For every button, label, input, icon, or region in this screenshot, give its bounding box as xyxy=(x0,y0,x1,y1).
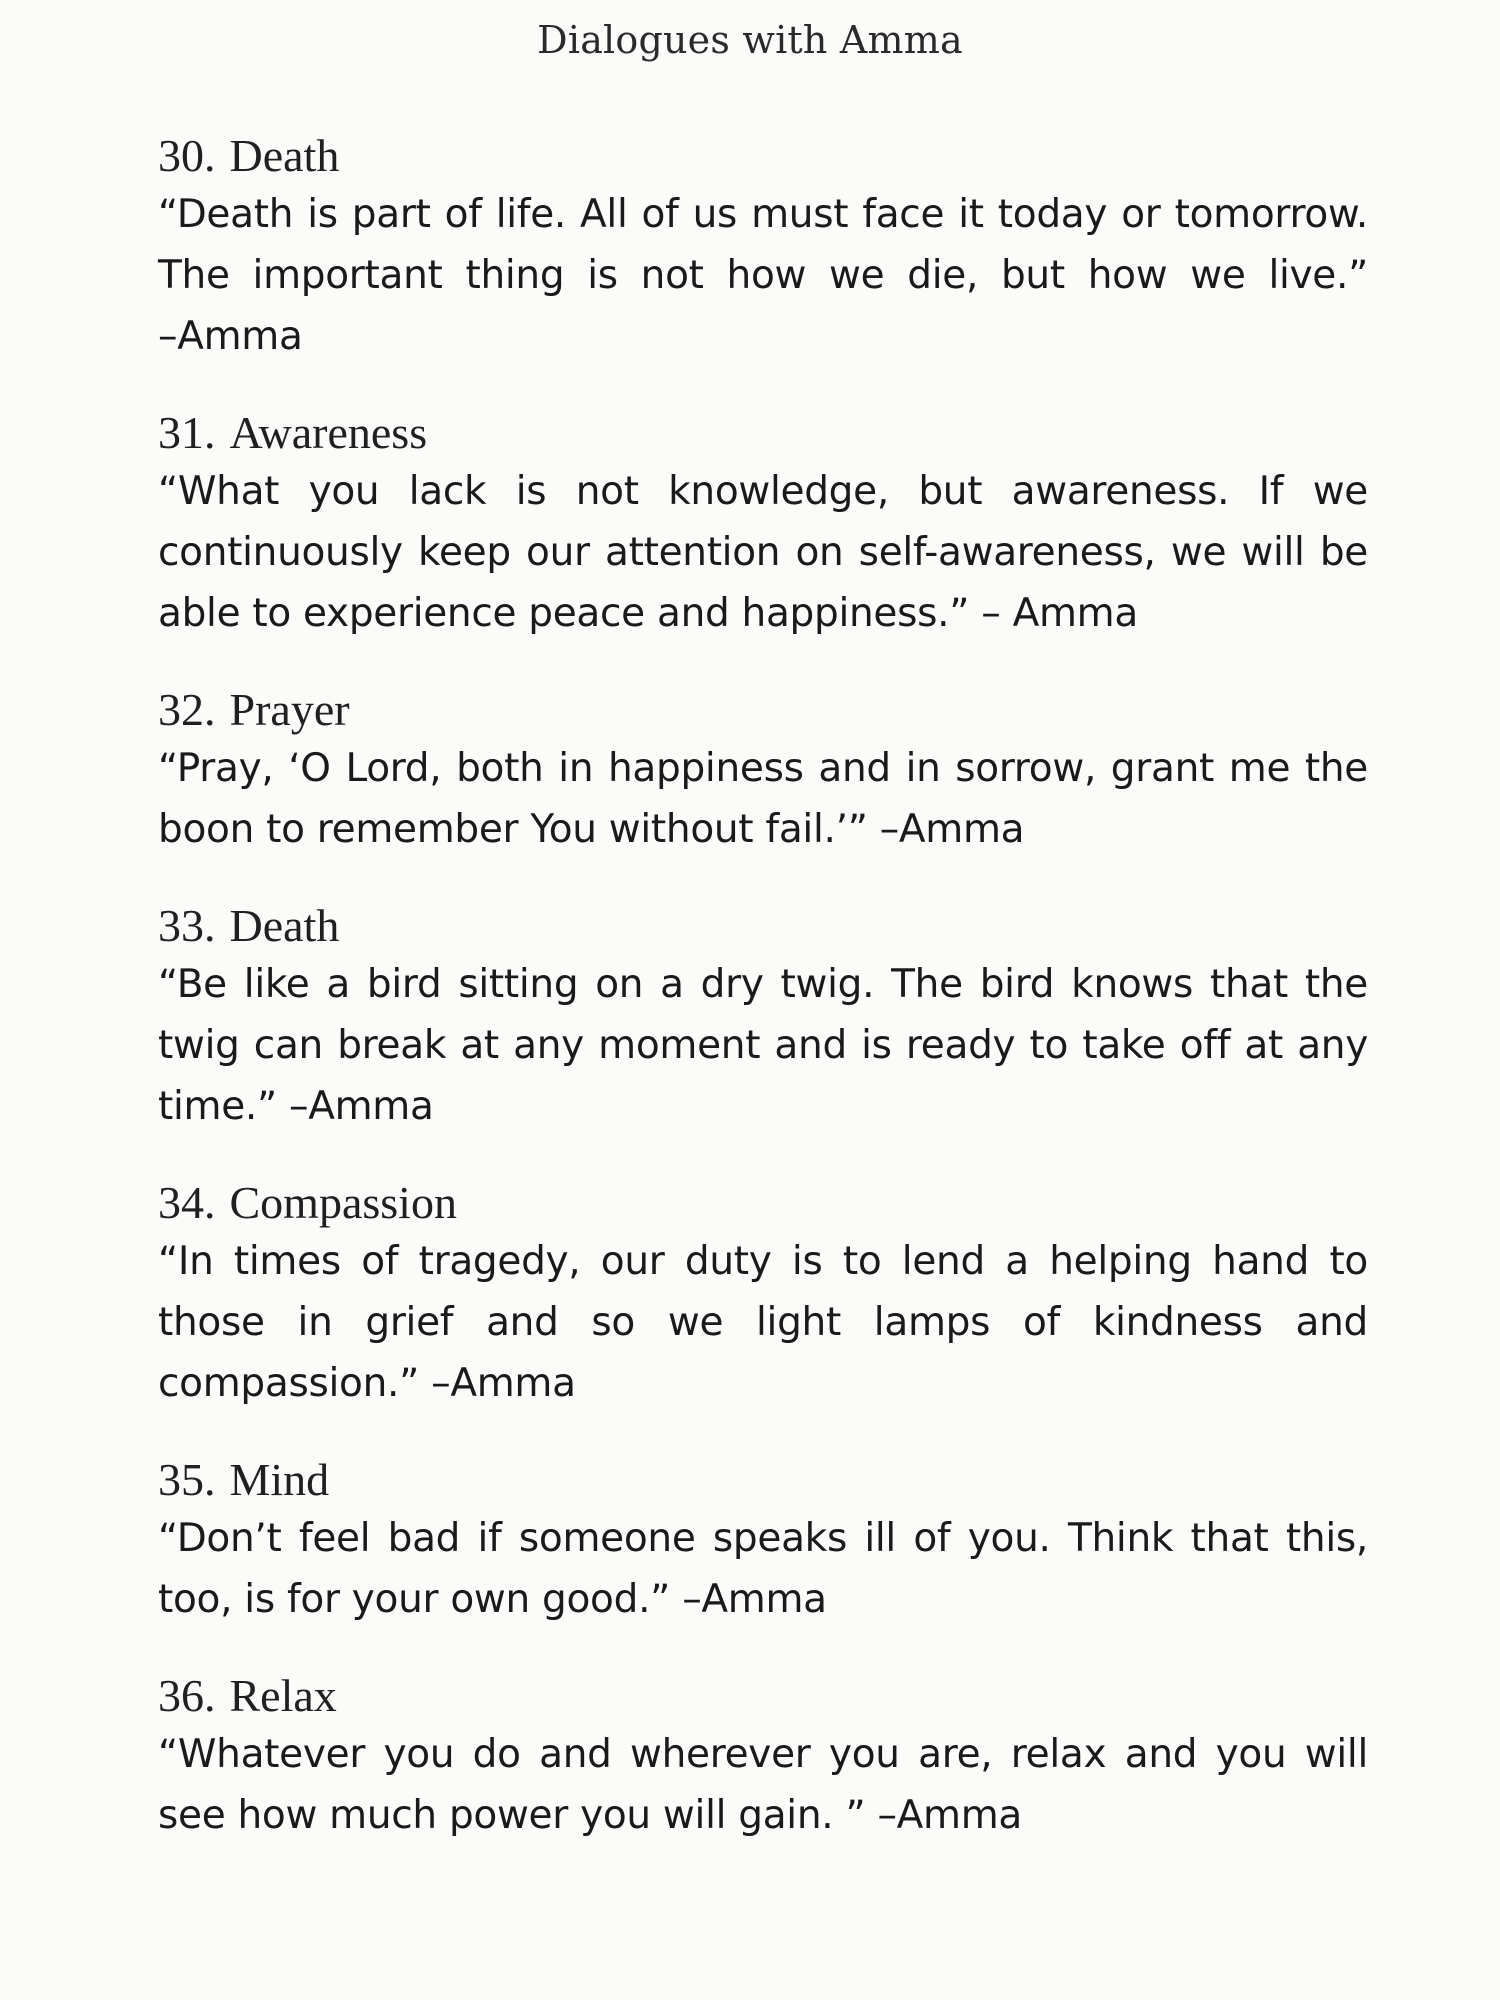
entry-title: Relax xyxy=(229,1670,337,1721)
quote-text: “Don’t feel bad if someone speaks ill of you. Think that this, too, is for your own good.” xyxy=(158,1516,1368,1622)
entry-heading xyxy=(158,682,1368,738)
quote-text: “In times of tragedy, our duty is to lend a helping hand to those in grief and so we light lamps of kindness and compassion.” xyxy=(158,1239,1368,1406)
entry-35-mind xyxy=(158,1452,1368,1630)
entry-heading xyxy=(158,128,1368,184)
quote-text: “Pray, ‘O Lord, both in happiness and in sorrow, grant me the boon to remember You without fail.’” xyxy=(158,746,1368,852)
entry-title: Prayer xyxy=(229,684,350,735)
quote-text: “Whatever you do and wherever you are, relax and you will see how much power you will gain. ” xyxy=(158,1732,1368,1838)
entry-heading xyxy=(158,405,1368,461)
entry-quote xyxy=(158,954,1368,1137)
entry-number: 30. xyxy=(158,130,216,181)
entry-title: Death xyxy=(229,130,340,181)
quote-text: “Death is part of life. All of us must face it today or tomorrow. The important thing is not how we die, but how we live.” xyxy=(158,192,1368,298)
entry-quote xyxy=(158,1724,1368,1846)
entry-title: Awareness xyxy=(229,407,428,458)
quote-attribution: –Amma xyxy=(158,314,303,359)
quote-attribution: –Amma xyxy=(877,1793,1023,1838)
entry-heading xyxy=(158,1668,1368,1724)
entry-number: 34. xyxy=(158,1177,216,1228)
entry-quote xyxy=(158,184,1368,367)
quote-attribution: –Amma xyxy=(879,807,1025,852)
entry-number: 36. xyxy=(158,1670,216,1721)
quote-text: “Be like a bird sitting on a dry twig. The bird knows that the twig can break at any moment and is ready to take off at any time.” xyxy=(158,962,1368,1129)
entry-31-awareness xyxy=(158,405,1368,644)
quote-attribution: –Amma xyxy=(682,1577,827,1622)
quote-attribution: – Amma xyxy=(981,591,1138,636)
entry-30-death xyxy=(158,128,1368,367)
quote-attribution: –Amma xyxy=(289,1084,434,1129)
entry-33-death xyxy=(158,898,1368,1137)
entry-number: 33. xyxy=(158,900,216,951)
entry-quote xyxy=(158,1231,1368,1414)
entry-number: 32. xyxy=(158,684,216,735)
entry-heading xyxy=(158,898,1368,954)
running-head: Dialogues with Amma xyxy=(537,18,963,62)
entry-quote xyxy=(158,1508,1368,1630)
entry-quote xyxy=(158,738,1368,860)
entry-heading xyxy=(158,1175,1368,1231)
entry-36-relax xyxy=(158,1668,1368,1846)
entry-34-compassion xyxy=(158,1175,1368,1414)
entry-quote xyxy=(158,461,1368,644)
entry-heading xyxy=(158,1452,1368,1508)
entry-title: Compassion xyxy=(229,1177,457,1228)
quote-text: “What you lack is not knowledge, but awareness. If we continuously keep our attention on self-awareness, we will be able to experience peace and happiness.” xyxy=(158,469,1368,636)
entry-title: Mind xyxy=(229,1454,330,1505)
entry-title: Death xyxy=(229,900,340,951)
entry-number: 35. xyxy=(158,1454,216,1505)
quote-attribution: –Amma xyxy=(431,1361,576,1406)
entry-32-prayer xyxy=(158,682,1368,860)
entries-list xyxy=(158,128,1368,1884)
entry-number: 31. xyxy=(158,407,216,458)
